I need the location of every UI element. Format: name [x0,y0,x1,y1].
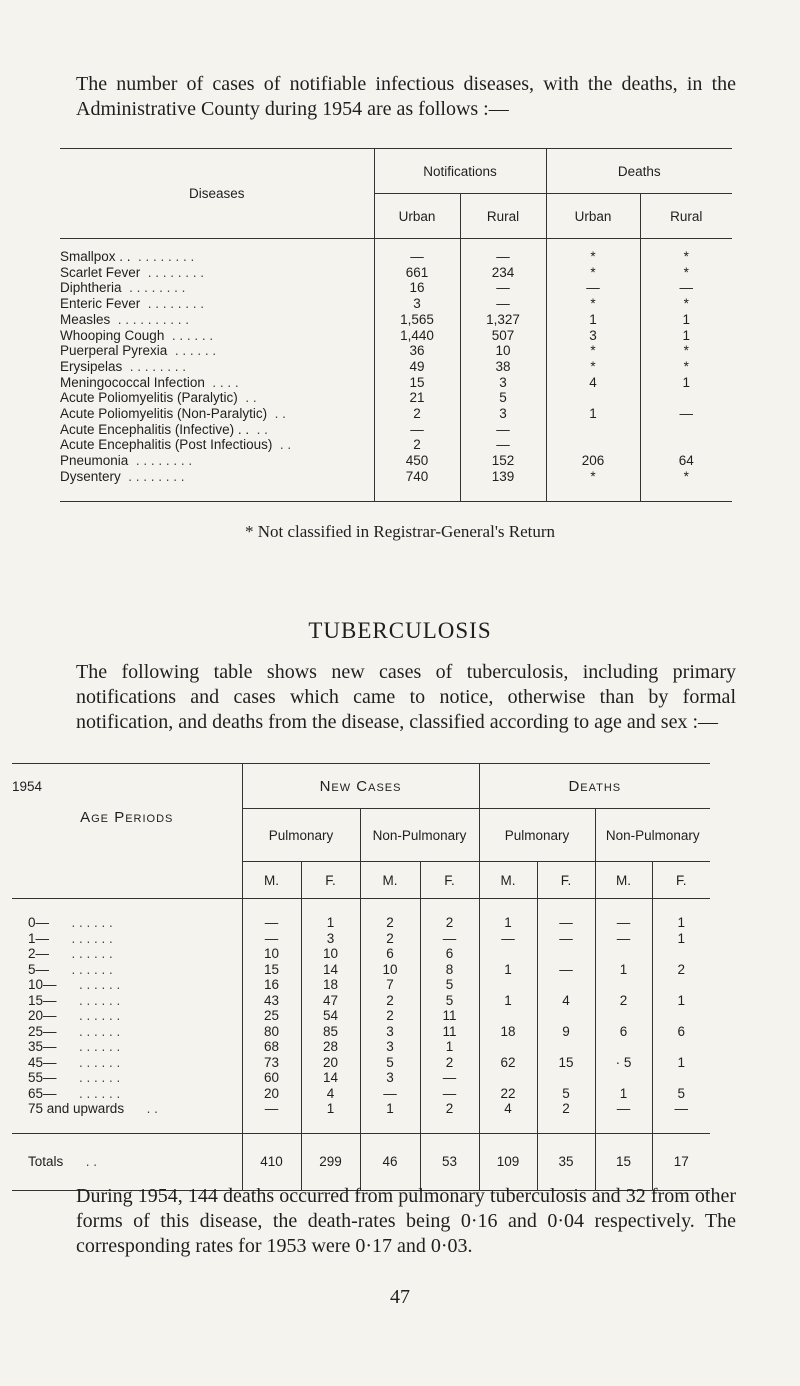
leader-dots: . . . . . . [174,343,217,359]
value-cell: 4 [537,993,595,1009]
year-header: 1954 [12,764,242,809]
value-cell [537,1008,595,1024]
notif-urban-header: Urban [374,194,460,239]
leader-dots: . . . . . . . . . . [117,311,190,327]
value-cell: 10 [360,962,420,978]
cell-du: — [546,280,640,296]
f-header: F. [537,862,595,899]
value-cell: 4 [479,1101,537,1133]
value-cell: 3 [360,1024,420,1040]
tb-deaths-header: Deaths [479,764,710,809]
value-cell [652,977,710,993]
cell-nu: 1,565 [374,312,460,328]
disease-name: Erysipelas [60,358,123,374]
blank-header [12,862,242,899]
age-row [12,993,710,1009]
disease-row [60,280,732,296]
leader-dots: . . [146,1101,158,1116]
deaths-non-pulmonary-header: Non-Pulmonary [595,809,710,862]
cell-dr: * [640,343,732,359]
leader-dots: . . . . . . . . [129,358,187,374]
cell-nu: — [374,239,460,265]
disease-name: Whooping Cough [60,327,165,343]
cell-nr: — [460,422,546,438]
age-row [12,962,710,978]
leader-dots: . . [279,437,292,453]
value-cell: 1 [652,993,710,1009]
disease-name: Acute Encephalitis (Infective) . . [60,421,250,437]
disease-row [60,422,732,438]
value-cell: 60 [242,1070,301,1086]
f-header: F. [652,862,710,899]
value-cell: 5 [537,1086,595,1102]
disease-name: Pneumonia [60,453,129,469]
leader-dots: . . . . . . . . [129,280,186,296]
age-row [12,931,710,947]
value-cell: 10 [301,946,360,962]
deaths-urban-header: Urban [546,194,640,239]
value-cell: 6 [595,1024,652,1040]
value-cell: 5 [420,977,479,993]
new-non-pulmonary-header: Non-Pulmonary [360,809,479,862]
value-cell: — [537,962,595,978]
leader-dots: . . [245,390,257,406]
totals-label: Totals [28,1154,64,1169]
deaths-rural-header: Rural [640,194,732,239]
total-cell: 46 [360,1133,420,1190]
value-cell: — [652,1101,710,1133]
value-cell: — [595,931,652,947]
disease-name: Acute Poliomyelitis (Non-Paralytic) [60,406,268,422]
value-cell: 1 [479,899,537,931]
disease-row [60,469,732,501]
disease-name: Enteric Fever [60,296,141,312]
cell-dr: * [640,469,732,501]
value-cell [479,977,537,993]
value-cell [595,946,652,962]
cell-du [546,390,640,406]
value-cell: 1 [420,1039,479,1055]
age-row [12,1039,710,1055]
value-cell: — [537,931,595,947]
cell-nu: 450 [374,453,460,469]
m-header: M. [595,862,652,899]
leader-dots: . . . . . . [71,961,113,977]
notif-rural-header: Rural [460,194,546,239]
age-label: 25— [28,1023,57,1039]
value-cell: 11 [420,1008,479,1024]
cell-nr: — [460,437,546,453]
total-cell: 299 [301,1133,360,1190]
value-cell: 3 [301,931,360,947]
new-pulmonary-header: Pulmonary [242,809,360,862]
cell-nr: 152 [460,453,546,469]
leader-dots: . . [274,406,286,422]
cell-nu: 15 [374,375,460,391]
value-cell: 1 [360,1101,420,1133]
cell-dr [640,437,732,453]
value-cell: 47 [301,993,360,1009]
new-cases-header: New Cases [242,764,479,809]
cell-du [546,437,640,453]
cell-dr: 64 [640,453,732,469]
value-cell: 3 [360,1070,420,1086]
value-cell [652,1070,710,1086]
cell-dr [640,422,732,438]
value-cell: 5 [420,993,479,1009]
leader-dots: . . . . . . [71,915,113,930]
disease-row [60,343,732,359]
value-cell: 15 [242,962,301,978]
value-cell: 73 [242,1055,301,1071]
disease-name: Scarlet Fever [60,264,141,280]
age-label: 10— [28,977,57,992]
total-cell: 15 [595,1133,652,1190]
cell-du: * [546,469,640,501]
leader-dots: . . . . . . [79,977,121,992]
value-cell: 1 [479,962,537,978]
age-label: 20— [28,1008,57,1023]
value-cell: 22 [479,1086,537,1102]
cell-nr: 1,327 [460,312,546,328]
leader-dots: . . [85,1154,98,1169]
disease-row [60,390,732,406]
age-label: 2— [28,946,50,961]
age-label: 65— [28,1085,57,1101]
age-row [12,1024,710,1040]
value-cell: 10 [242,946,301,962]
value-cell [595,1039,652,1055]
value-cell: 2 [652,962,710,978]
leader-dots: . . . . . . . . [147,264,205,280]
value-cell [479,1070,537,1086]
value-cell: — [537,899,595,931]
cell-du: * [546,343,640,359]
cell-nr: 10 [460,343,546,359]
value-cell: — [479,931,537,947]
totals-row [12,1133,710,1190]
value-cell: 9 [537,1024,595,1040]
value-cell: — [420,1086,479,1102]
diseases-header: Diseases [60,149,374,239]
cell-du: 206 [546,453,640,469]
value-cell: 54 [301,1008,360,1024]
cell-nu: 3 [374,296,460,312]
disease-name: Acute Encephalitis (Post Infectious) [60,437,273,453]
value-cell: 2 [420,1055,479,1071]
leader-dots: . . . . . . . . [128,468,185,484]
leader-dots: . . . . . . [79,1039,121,1054]
disease-row [60,265,732,281]
page-number: 47 [390,1286,410,1308]
deaths-pulmonary-header: Pulmonary [479,809,595,862]
leader-dots: . . . . . . [79,1085,121,1101]
value-cell: 18 [479,1024,537,1040]
cell-nu: 2 [374,406,460,422]
cell-nu: 36 [374,343,460,359]
age-label: 1— [28,930,50,946]
value-cell: 14 [301,962,360,978]
cell-nr: 5 [460,390,546,406]
cell-nu: 661 [374,265,460,281]
cell-nr: — [460,280,546,296]
cell-dr: * [640,296,732,312]
age-row [12,1070,710,1086]
value-cell [537,1070,595,1086]
disease-row [60,406,732,422]
disease-row [60,359,732,375]
cell-du: * [546,265,640,281]
cell-du: * [546,296,640,312]
leader-dots: . . . . . . [71,930,113,946]
f-header: F. [301,862,360,899]
value-cell [595,1008,652,1024]
value-cell: 1 [301,1101,360,1133]
age-label: 35— [28,1039,57,1054]
value-cell: 1 [595,962,652,978]
cell-nr: 38 [460,359,546,375]
value-cell: 28 [301,1039,360,1055]
cell-nu: 21 [374,390,460,406]
value-cell: 1 [301,899,360,931]
age-row [12,977,710,993]
cell-nr: 139 [460,469,546,501]
disease-row [60,328,732,344]
value-cell: 43 [242,993,301,1009]
age-row [12,1008,710,1024]
age-label: 5— [28,961,50,977]
value-cell: · 5 [595,1055,652,1071]
value-cell: 2 [537,1101,595,1133]
value-cell: 2 [360,1008,420,1024]
cell-dr: * [640,265,732,281]
age-row [12,1101,710,1133]
value-cell: 2 [420,1101,479,1133]
leader-dots: . . . . . . . . [138,249,195,264]
cell-du [546,422,640,438]
value-cell: 16 [242,977,301,993]
cell-nr: 3 [460,375,546,391]
cell-nu: 16 [374,280,460,296]
value-cell: 7 [360,977,420,993]
age-label: 45— [28,1054,57,1070]
value-cell: 2 [360,899,420,931]
value-cell [652,1039,710,1055]
cell-nr: 507 [460,328,546,344]
value-cell [537,977,595,993]
cell-du: 3 [546,328,640,344]
value-cell: 68 [242,1039,301,1055]
value-cell: 18 [301,977,360,993]
value-cell [595,977,652,993]
value-cell: 1 [595,1086,652,1102]
cell-nu: 49 [374,359,460,375]
value-cell [652,1008,710,1024]
cell-du: 1 [546,312,640,328]
m-header: M. [360,862,420,899]
disease-name: Dysentery [60,468,121,484]
age-row [12,946,710,962]
disease-row [60,312,732,328]
disease-row [60,437,732,453]
disease-name: Diphtheria [60,280,122,296]
value-cell [537,946,595,962]
value-cell: — [420,931,479,947]
value-cell: 2 [360,931,420,947]
cell-dr: — [640,406,732,422]
value-cell: 1 [652,899,710,931]
value-cell: 2 [595,993,652,1009]
cell-dr: 1 [640,375,732,391]
cell-nr: 3 [460,406,546,422]
value-cell: 1 [479,993,537,1009]
value-cell: — [242,899,301,931]
value-cell: 2 [420,899,479,931]
m-header: M. [479,862,537,899]
value-cell: — [595,899,652,931]
age-label: 75 and upwards [28,1101,125,1116]
value-cell: 80 [242,1024,301,1040]
value-cell: — [242,931,301,947]
disease-row [60,453,732,469]
leader-dots: . . . . . . [71,946,113,961]
disease-name: Smallpox . . [60,249,131,264]
value-cell: 1 [652,931,710,947]
age-row [12,899,710,931]
leader-dots: . . . . . . [79,1070,121,1085]
value-cell: 62 [479,1055,537,1071]
section-heading: TUBERCULOSIS [308,618,492,643]
cell-dr: * [640,359,732,375]
notifications-header: Notifications [374,149,546,194]
age-periods-header: Age Periods [80,808,174,826]
tuberculosis-intro: The following table shows new cases of tuberculosis, including primary notifications and cases which came to notice, otherwise than by formal notification, and deaths from the disease, classified according to age and sex :— [76,661,736,733]
value-cell: — [242,1101,301,1133]
total-cell: 109 [479,1133,537,1190]
cell-du: 1 [546,406,640,422]
age-label: 15— [28,992,57,1008]
cell-nu: 740 [374,469,460,501]
disease-name: Acute Poliomyelitis (Paralytic) [60,390,238,406]
age-label: 0— [28,915,50,930]
value-cell: 1 [652,1055,710,1071]
value-cell [652,946,710,962]
leader-dots: . . . . . . [79,1054,121,1070]
value-cell: — [420,1070,479,1086]
cell-dr: 1 [640,312,732,328]
cell-dr: * [640,239,732,265]
cell-dr [640,390,732,406]
footnote: * Not classified in Registrar-General's Return [244,522,556,541]
value-cell: 11 [420,1024,479,1040]
cell-nr: — [460,239,546,265]
total-cell: 410 [242,1133,301,1190]
value-cell: 6 [420,946,479,962]
value-cell: 3 [360,1039,420,1055]
leader-dots: . . [256,421,268,437]
leader-dots: . . . . . . . . [147,296,205,312]
cell-nr: 234 [460,265,546,281]
total-cell: 53 [420,1133,479,1190]
value-cell [595,1070,652,1086]
total-cell: 17 [652,1133,710,1190]
value-cell [537,1039,595,1055]
value-cell: 14 [301,1070,360,1086]
value-cell: — [360,1086,420,1102]
deaths-header: Deaths [546,149,732,194]
notifiable-diseases-table [60,148,732,502]
value-cell: — [595,1101,652,1133]
value-cell: 6 [360,946,420,962]
leader-dots: . . . . . . . . [135,453,193,469]
value-cell [479,1008,537,1024]
tuberculosis-summary: During 1954, 144 deaths occurred from pulmonary tuberculosis and 32 from other forms of this disease, the death-rates being 0·16 and 0·04 respectively. The corresponding rates for 1953 were 0·17 and 0·03. [76,1185,736,1257]
total-cell: 35 [537,1133,595,1190]
cell-dr: — [640,280,732,296]
value-cell: 15 [537,1055,595,1071]
value-cell: 20 [301,1055,360,1071]
leader-dots: . . . . . . [79,1008,121,1023]
value-cell: 6 [652,1024,710,1040]
disease-name: Puerperal Pyrexia [60,343,168,359]
value-cell: 20 [242,1086,301,1102]
cell-nr: — [460,296,546,312]
value-cell [479,946,537,962]
leader-dots: . . . . . . [171,327,214,343]
cell-nu: 1,440 [374,328,460,344]
cell-nu: — [374,422,460,438]
value-cell: 5 [360,1055,420,1071]
age-label: 55— [28,1070,57,1085]
leader-dots: . . . . [212,374,239,390]
age-row [12,1086,710,1102]
m-header: M. [242,862,301,899]
cell-nu: 2 [374,437,460,453]
value-cell: 25 [242,1008,301,1024]
value-cell: 8 [420,962,479,978]
value-cell [479,1039,537,1055]
f-header: F. [420,862,479,899]
disease-row [60,296,732,312]
tuberculosis-table [12,763,710,1191]
leader-dots: . . . . . . [79,992,121,1008]
intro-paragraph: The number of cases of notifiable infectious diseases, with the deaths, in the Administrative County during 1954 are as follows :— [76,73,736,120]
value-cell: 85 [301,1024,360,1040]
cell-du: * [546,359,640,375]
value-cell: 2 [360,993,420,1009]
cell-du: 4 [546,375,640,391]
disease-row [60,375,732,391]
value-cell: 4 [301,1086,360,1102]
disease-name: Measles [60,311,111,327]
age-row [12,1055,710,1071]
value-cell: 5 [652,1086,710,1102]
disease-name: Meningococcal Infection [60,374,205,390]
leader-dots: . . . . . . [79,1023,121,1039]
cell-dr: 1 [640,328,732,344]
cell-du: * [546,239,640,265]
disease-row [60,239,732,265]
